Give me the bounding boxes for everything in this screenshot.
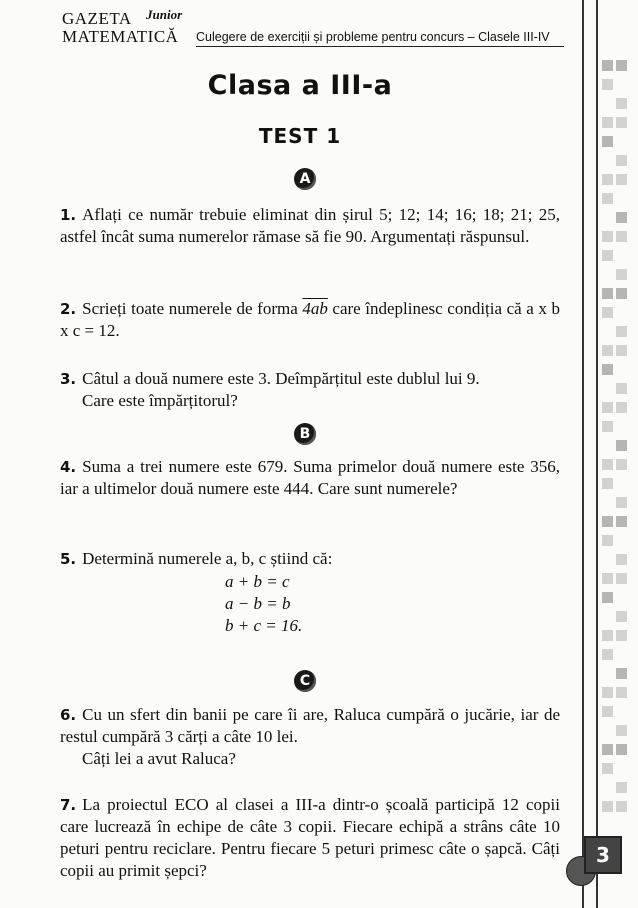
decorative-square bbox=[616, 288, 627, 299]
problem-question: Care este împărțitorul? bbox=[82, 391, 238, 410]
decorative-square bbox=[602, 117, 613, 128]
decorative-square bbox=[602, 649, 613, 660]
problem-number: 4. bbox=[60, 458, 77, 476]
section-b-badge: B bbox=[294, 423, 316, 445]
decorative-square bbox=[602, 706, 613, 717]
problem-5 bbox=[60, 548, 560, 570]
decorative-square bbox=[602, 250, 613, 261]
decorative-square bbox=[616, 611, 627, 622]
section-c-badge: C bbox=[294, 670, 316, 692]
problem-number: 1. bbox=[60, 206, 77, 224]
decorative-square bbox=[616, 630, 627, 641]
decorative-square bbox=[616, 554, 627, 565]
decorative-square bbox=[602, 79, 613, 90]
decorative-square bbox=[616, 573, 627, 584]
decorative-square bbox=[602, 763, 613, 774]
decorative-square bbox=[602, 345, 613, 356]
decorative-square bbox=[602, 801, 613, 812]
decorative-square bbox=[616, 231, 627, 242]
decorative-square bbox=[602, 193, 613, 204]
decorative-square bbox=[616, 801, 627, 812]
decorative-square bbox=[602, 687, 613, 698]
page-title: Clasa a III-a bbox=[207, 70, 393, 101]
decorative-square bbox=[616, 402, 627, 413]
problem-3 bbox=[60, 368, 560, 412]
margin-line bbox=[596, 0, 598, 908]
decorative-square bbox=[602, 421, 613, 432]
magazine-logo bbox=[62, 7, 192, 50]
decorative-square bbox=[602, 231, 613, 242]
problem-6 bbox=[60, 704, 560, 770]
problem-2 bbox=[60, 298, 560, 342]
decorative-square bbox=[602, 516, 613, 527]
equation-1: a + b = c bbox=[225, 572, 290, 591]
decorative-square bbox=[602, 592, 613, 603]
problem-number: 5. bbox=[60, 550, 77, 568]
decorative-square bbox=[616, 744, 627, 755]
decorative-square bbox=[602, 478, 613, 489]
problem-1 bbox=[60, 204, 560, 248]
problem-question: Câți lei a avut Raluca? bbox=[82, 749, 236, 768]
decorative-square bbox=[616, 174, 627, 185]
decorative-square bbox=[602, 60, 613, 71]
problem-text: Suma a trei numere este 679. Suma primelor două numere este 356, iar a ultimelor două numere este 444. Care sunt numerele? bbox=[60, 457, 560, 498]
decorative-square bbox=[616, 725, 627, 736]
decorative-square bbox=[616, 782, 627, 793]
decorative-square bbox=[602, 307, 613, 318]
decorative-square bbox=[616, 459, 627, 470]
problem-number: 2. bbox=[60, 300, 77, 318]
problem-7 bbox=[60, 794, 560, 882]
test-title: TEST 1 bbox=[258, 124, 342, 148]
decorative-margin bbox=[578, 0, 638, 908]
problem-number: 7. bbox=[60, 796, 77, 814]
decorative-square bbox=[616, 440, 627, 451]
decorative-square bbox=[616, 117, 627, 128]
decorative-square bbox=[602, 744, 613, 755]
problem-text: Câtul a două numere este 3. Deîmpărțitul este dublul lui 9. bbox=[82, 369, 480, 388]
margin-line bbox=[582, 0, 584, 908]
decorative-square bbox=[602, 136, 613, 147]
decorative-square bbox=[602, 573, 613, 584]
problem-number: 3. bbox=[60, 370, 77, 388]
decorative-square bbox=[616, 155, 627, 166]
problem-text: La proiectul ECO al clasei a III-a dintr-o școală participă 12 copii care lucrează în echipe de câte 3 copii. Fiecare echipă a strâns câte 10 peturi pentru reciclare. Pentru fiecare 5 peturi primesc câte o șapcă. Câți copii au primit șepci? bbox=[60, 795, 560, 880]
logo-matematica: MATEMATICĂ bbox=[62, 27, 179, 46]
problem-text: Cu un sfert din banii pe care îi are, Raluca cumpără o jucărie, iar de restul cumpără 3 cărți a câte 10 lei. bbox=[60, 705, 560, 746]
decorative-square bbox=[602, 535, 613, 546]
overlined-number: 4ab bbox=[302, 299, 328, 318]
equation-3: b + c = 16. bbox=[225, 616, 303, 635]
decorative-square bbox=[616, 687, 627, 698]
equation-2: a − b = b bbox=[225, 594, 291, 613]
problem-text: Aflați ce număr trebuie eliminat din șirul 5; 12; 14; 16; 18; 21; 25, astfel încât suma numerelor rămase să fie 90. Argumentați răspunsul. bbox=[60, 205, 560, 246]
decorative-square bbox=[602, 364, 613, 375]
logo-gazeta: GAZETA bbox=[62, 9, 132, 28]
decorative-square bbox=[616, 98, 627, 109]
decorative-square bbox=[616, 60, 627, 71]
decorative-square bbox=[602, 630, 613, 641]
problem-text: Scrieți toate numerele de forma bbox=[82, 299, 303, 318]
decorative-square bbox=[602, 402, 613, 413]
section-a-badge: A bbox=[294, 168, 316, 190]
problem-text: care îndeplinesc condiția că a x b x c = 12. bbox=[60, 299, 560, 340]
decorative-square bbox=[616, 383, 627, 394]
decorative-square bbox=[616, 269, 627, 280]
problem-number: 6. bbox=[60, 706, 77, 724]
decorative-square bbox=[616, 497, 627, 508]
logo-junior: Junior bbox=[146, 7, 183, 22]
decorative-square bbox=[616, 212, 627, 223]
decorative-square bbox=[602, 288, 613, 299]
decorative-square bbox=[616, 516, 627, 527]
decorative-square bbox=[602, 459, 613, 470]
decorative-square bbox=[616, 345, 627, 356]
decorative-square bbox=[616, 668, 627, 679]
header-rule bbox=[196, 46, 564, 47]
running-header: Culegere de exerciții și probleme pentru concurs – Clasele III-IV bbox=[196, 30, 550, 44]
problem-4 bbox=[60, 456, 560, 500]
page-number: 3 bbox=[584, 836, 622, 874]
decorative-square bbox=[602, 174, 613, 185]
decorative-square bbox=[616, 326, 627, 337]
problem-text: Determină numerele a, b, c știind că: bbox=[82, 549, 333, 568]
